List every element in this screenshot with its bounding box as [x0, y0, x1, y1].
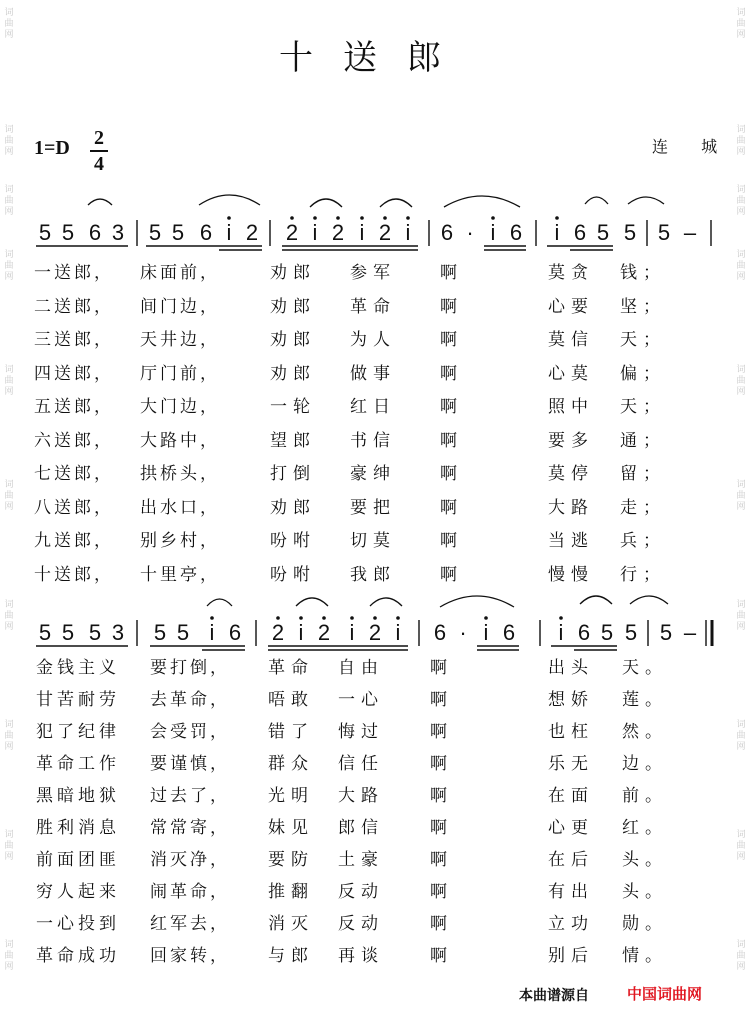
lyric-cell: 七送郎， [34, 464, 114, 484]
lyric-cell: 书信 [350, 430, 396, 451]
lyric-cell: 然。 [622, 722, 668, 742]
lyric-cell: 妹见 [268, 818, 314, 838]
high-octave-dot [383, 216, 387, 220]
watermark-text: 词 曲 网 [4, 8, 14, 40]
lyric-cell: 错了 [268, 722, 314, 742]
watermark-text: 词 曲 网 [736, 250, 746, 282]
high-octave-dot [313, 216, 317, 220]
note-digit: 5 [61, 220, 75, 245]
lyric-cell: 通； [620, 430, 666, 451]
note-digit: 5 [596, 220, 610, 245]
note-digit: 2 [317, 620, 331, 645]
watermark-text: 词 曲 网 [736, 830, 746, 862]
watermark-text: 词 曲 网 [4, 365, 14, 397]
watermark-text: 词 曲 网 [736, 480, 746, 512]
note-digit: 6 [199, 220, 213, 245]
lyric-cell: 在面 [548, 786, 594, 806]
lyric-cell: 自由 [338, 658, 384, 678]
note-digit: 5 [148, 220, 162, 245]
note-dash: – [683, 620, 697, 645]
lyric-cell: 吩咐 [270, 564, 316, 585]
lyric-cell: 红军去， [150, 914, 230, 934]
lyric-cell: 我郎 [350, 564, 396, 585]
lyric-cell: 莲。 [622, 690, 668, 710]
watermark-text: 词 曲 网 [736, 720, 746, 752]
lyric-cell: 一心 [338, 690, 384, 710]
lyric-cell: 红日 [350, 397, 396, 417]
lyric-cell: 啊 [430, 786, 453, 806]
lyric-cell: 啊 [440, 497, 463, 518]
lyric-cell: 消灭净， [150, 850, 230, 870]
slur-arc [199, 195, 260, 205]
lyric-cell: 莫信 [548, 330, 594, 350]
lyric-cell: 要打倒， [150, 658, 230, 678]
lyric-cell: 啊 [430, 690, 453, 710]
slur-arc [580, 596, 612, 604]
note-digit: i [359, 220, 365, 245]
lyric-cell: 革命 [350, 296, 396, 317]
lyric-cell: 打倒 [270, 464, 316, 484]
lyric-cell: 反动 [338, 914, 384, 934]
watermark-text: 词 曲 网 [736, 125, 746, 157]
note-digit: 6 [88, 220, 102, 245]
lyric-cell: 啊 [430, 914, 453, 934]
lyric-cell: 二送郎， [34, 296, 114, 317]
note-digit: i [558, 620, 564, 645]
lyric-cell: 立功 [548, 914, 594, 934]
high-octave-dot [559, 616, 563, 620]
note-digit: 5 [657, 220, 671, 245]
lyric-cell: 回家转， [150, 946, 230, 966]
lyric-cell: 别乡村， [140, 531, 220, 551]
slur-arc [88, 199, 112, 205]
note-digit: 6 [573, 220, 587, 245]
lyric-cell: 照中 [548, 397, 594, 417]
note-digit: 5 [600, 620, 614, 645]
lyric-cell: 革命工作 [36, 754, 120, 774]
lyric-cell: 心更 [548, 818, 594, 838]
watermark-text: 词 曲 网 [736, 8, 746, 40]
source-label: 本曲谱源自 [519, 988, 589, 1004]
high-octave-dot [396, 616, 400, 620]
note-digit: 6 [509, 220, 523, 245]
lyric-cell: 推翻 [268, 882, 314, 902]
note-digit: 2 [378, 220, 392, 245]
watermark-text: 词 曲 网 [4, 830, 14, 862]
slur-arc [630, 596, 668, 604]
lyric-cell: 啊 [440, 363, 463, 384]
high-octave-dot [555, 216, 559, 220]
lyric-cell: 悔过 [338, 722, 384, 742]
lyric-cell: 去革命， [150, 690, 230, 710]
lyric-cell: 啊 [430, 658, 453, 678]
note-digit: 2 [285, 220, 299, 245]
lyric-cell: 望郎 [270, 430, 316, 451]
note-digit: 5 [153, 620, 167, 645]
lyric-cell: 十里亭， [140, 564, 220, 585]
lyric-cell: 要把 [350, 497, 396, 518]
lyric-cell: 要谨慎， [150, 754, 230, 774]
lyric-cell: 厅门前， [140, 363, 220, 384]
lyric-cell: 九送郎， [34, 531, 114, 551]
lyric-cell: 再谈 [338, 946, 384, 966]
lyric-cell: 消灭 [268, 914, 314, 934]
note-digit: 6 [433, 620, 447, 645]
time-signature-top: 2 [94, 127, 104, 149]
note-digit: · [459, 620, 467, 645]
high-octave-dot [406, 216, 410, 220]
lyric-cell: 啊 [430, 850, 453, 870]
lyric-cell: 啊 [440, 330, 463, 350]
lyric-cell: 穷人起来 [36, 882, 120, 902]
watermark-text: 词 曲 网 [736, 940, 746, 972]
lyric-cell: 床面前， [140, 263, 220, 283]
high-octave-dot [290, 216, 294, 220]
lyric-cell: 间门边， [140, 296, 220, 317]
lyric-cell: 胜利消息 [36, 818, 120, 838]
lyric-cell: 要多 [548, 430, 594, 451]
lyric-cell: 想娇 [548, 690, 594, 710]
note-digit: i [483, 620, 489, 645]
lyric-cell: 与郎 [268, 946, 314, 966]
lyric-cell: 常常寄， [150, 818, 230, 838]
lyric-cell: 也枉 [548, 722, 594, 742]
note-digit: 6 [228, 620, 242, 645]
note-digit: 3 [111, 220, 125, 245]
lyric-cell: 啊 [440, 464, 463, 484]
lyric-cell: 劝郎 [270, 296, 316, 317]
watermark-text: 词 曲 网 [736, 185, 746, 217]
note-digit: 5 [38, 620, 52, 645]
slur-arc [440, 596, 514, 607]
lyric-cell: 吩咐 [270, 531, 316, 551]
lyric-cell: 兵； [620, 531, 666, 551]
lyric-cell: 五送郎， [34, 397, 114, 417]
note-digit: i [395, 620, 401, 645]
slur-arc [444, 196, 520, 207]
lyric-cell: 会受罚， [150, 722, 230, 742]
lyric-cell: 留； [620, 464, 666, 484]
note-digit: 5 [38, 220, 52, 245]
note-digit: 5 [176, 620, 190, 645]
watermark-text: 词 曲 网 [4, 720, 14, 752]
high-octave-dot [360, 216, 364, 220]
high-octave-dot [210, 616, 214, 620]
watermark-text: 词 曲 网 [736, 365, 746, 397]
note-digit: 2 [331, 220, 345, 245]
slur-arc [296, 598, 328, 606]
lyric-cell: 走； [620, 497, 666, 518]
note-digit: 6 [502, 620, 516, 645]
lyric-cell: 信任 [338, 754, 384, 774]
lyric-cell: 大路 [548, 497, 594, 518]
lyric-cell: 犯了纪律 [36, 722, 120, 742]
lyric-cell: 天； [620, 330, 666, 350]
note-digit: 2 [245, 220, 259, 245]
watermark-text: 词 曲 网 [4, 940, 14, 972]
lyric-cell: 一心投到 [36, 914, 120, 934]
lyric-cell: 唔敢 [268, 690, 314, 710]
lyric-cell: 拱桥头， [140, 464, 220, 484]
lyric-cell: 出水口， [140, 497, 220, 518]
slur-arc [370, 598, 402, 606]
lyric-cell: 钱； [620, 263, 666, 283]
lyric-cell: 为人 [350, 330, 396, 350]
lyric-cell: 要防 [268, 850, 314, 870]
lyric-cell: 勋。 [622, 914, 668, 934]
slur-arc [207, 599, 232, 606]
lyric-cell: 啊 [430, 754, 453, 774]
lyric-cell: 啊 [440, 430, 463, 451]
lyric-cell: 黑暗地狱 [36, 786, 120, 806]
high-octave-dot [299, 616, 303, 620]
lyric-cell: 六送郎， [34, 430, 114, 451]
lyric-cell: 豪绅 [350, 464, 396, 484]
note-digit: · [466, 220, 474, 245]
high-octave-dot [336, 216, 340, 220]
lyric-cell: 一送郎， [34, 263, 114, 283]
lyric-cell: 在后 [548, 850, 594, 870]
lyric-cell: 情。 [622, 946, 668, 966]
slur-arc [585, 197, 608, 204]
lyric-cell: 劝郎 [270, 363, 316, 384]
lyric-cell: 革命成功 [36, 946, 120, 966]
lyric-cell: 莫停 [548, 464, 594, 484]
watermark-text: 词 曲 网 [736, 600, 746, 632]
lyric-cell: 啊 [440, 531, 463, 551]
note-digit: 5 [624, 620, 638, 645]
note-digit: i [209, 620, 215, 645]
slur-arc [310, 199, 342, 207]
lyricist-credit: 连 城 [652, 137, 732, 156]
lyric-cell: 金钱主义 [36, 658, 120, 678]
lyric-cell: 啊 [440, 397, 463, 417]
note-digit: 3 [111, 620, 125, 645]
lyric-cell: 土豪 [338, 850, 384, 870]
note-digit: i [554, 220, 560, 245]
lyric-cell: 红。 [622, 818, 668, 838]
note-digit: 5 [61, 620, 75, 645]
lyric-cell: 劝郎 [270, 497, 316, 518]
lyric-cell: 乐无 [548, 754, 594, 774]
lyric-cell: 偏； [620, 363, 666, 384]
high-octave-dot [373, 616, 377, 620]
lyric-cell: 切莫 [350, 531, 396, 551]
lyric-cell: 大路中， [140, 430, 220, 451]
lyric-cell: 三送郎， [34, 330, 114, 350]
lyric-cell: 啊 [430, 722, 453, 742]
lyric-cell: 一轮 [270, 397, 316, 417]
lyric-cell: 十送郎， [34, 564, 114, 585]
slur-arc [628, 197, 664, 204]
high-octave-dot [276, 616, 280, 620]
lyric-cell: 有出 [548, 882, 594, 902]
watermark-text: 词 曲 网 [4, 185, 14, 217]
lyric-cell: 别后 [548, 946, 594, 966]
watermark-text: 词 曲 网 [4, 600, 14, 632]
lyric-cell: 啊 [440, 296, 463, 317]
lyric-cell: 反动 [338, 882, 384, 902]
lyric-cell: 莫贪 [548, 263, 594, 283]
lyric-cell: 天井边， [140, 330, 220, 350]
lyric-cell: 大门边， [140, 397, 220, 417]
song-title: 十送郎 [279, 38, 471, 78]
note-digit: i [405, 220, 411, 245]
lyric-cell: 大路 [338, 786, 384, 806]
note-digit: 6 [577, 620, 591, 645]
note-digit: 5 [659, 620, 673, 645]
watermark-text: 词 曲 网 [4, 250, 14, 282]
lyric-cell: 参军 [350, 263, 396, 283]
note-digit: i [349, 620, 355, 645]
key-signature: 1=D [34, 137, 70, 159]
high-octave-dot [350, 616, 354, 620]
note-digit: i [226, 220, 232, 245]
note-digit: 6 [440, 220, 454, 245]
lyric-cell: 啊 [440, 263, 463, 283]
lyric-cell: 慢慢 [548, 564, 594, 585]
lyric-cell: 头。 [622, 882, 668, 902]
lyric-cell: 天。 [622, 658, 668, 678]
lyric-cell: 劝郎 [270, 263, 316, 283]
lyric-cell: 群众 [268, 754, 314, 774]
note-digit: 2 [271, 620, 285, 645]
note-digit: 5 [88, 620, 102, 645]
note-digit: 5 [171, 220, 185, 245]
watermark-text: 词 曲 网 [4, 480, 14, 512]
watermark-text: 词 曲 网 [4, 125, 14, 157]
time-signature-bottom: 4 [94, 153, 104, 175]
note-digit: i [298, 620, 304, 645]
lyric-cell: 革命 [268, 658, 314, 678]
lyric-cell: 八送郎， [34, 497, 114, 518]
note-digit: 2 [368, 620, 382, 645]
lyric-cell: 边。 [622, 754, 668, 774]
lyric-cell: 头。 [622, 850, 668, 870]
lyric-cell: 心莫 [548, 363, 594, 384]
lyric-cell: 前面团匪 [36, 850, 120, 870]
lyric-cell: 过去了， [150, 786, 230, 806]
high-octave-dot [491, 216, 495, 220]
lyric-cell: 行； [620, 564, 666, 585]
lyric-cell: 做事 [350, 363, 396, 384]
lyric-cell: 甘苦耐劳 [36, 690, 120, 710]
lyric-cell: 闹革命， [150, 882, 230, 902]
lyric-cell: 出头 [548, 658, 594, 678]
slur-arc [380, 199, 412, 207]
note-dash: – [683, 220, 697, 245]
lyric-cell: 当逃 [548, 531, 594, 551]
lyric-cell: 啊 [430, 946, 453, 966]
lyric-cell: 啊 [430, 818, 453, 838]
lyric-cell: 心要 [548, 296, 594, 317]
lyric-cell: 天； [620, 397, 666, 417]
lyric-cell: 光明 [268, 786, 314, 806]
lyric-cell: 啊 [430, 882, 453, 902]
source-site-link[interactable]: 中国词曲网 [627, 985, 703, 1003]
lyric-cell: 四送郎， [34, 363, 114, 384]
note-digit: i [312, 220, 318, 245]
lyric-cell: 郎信 [338, 818, 384, 838]
high-octave-dot [484, 616, 488, 620]
lyric-cell: 啊 [440, 564, 463, 585]
lyric-cell: 坚； [620, 296, 666, 317]
lyric-cell: 前。 [622, 786, 668, 806]
note-digit: i [490, 220, 496, 245]
high-octave-dot [227, 216, 231, 220]
lyric-cell: 劝郎 [270, 330, 316, 350]
note-digit: 5 [623, 220, 637, 245]
high-octave-dot [322, 616, 326, 620]
